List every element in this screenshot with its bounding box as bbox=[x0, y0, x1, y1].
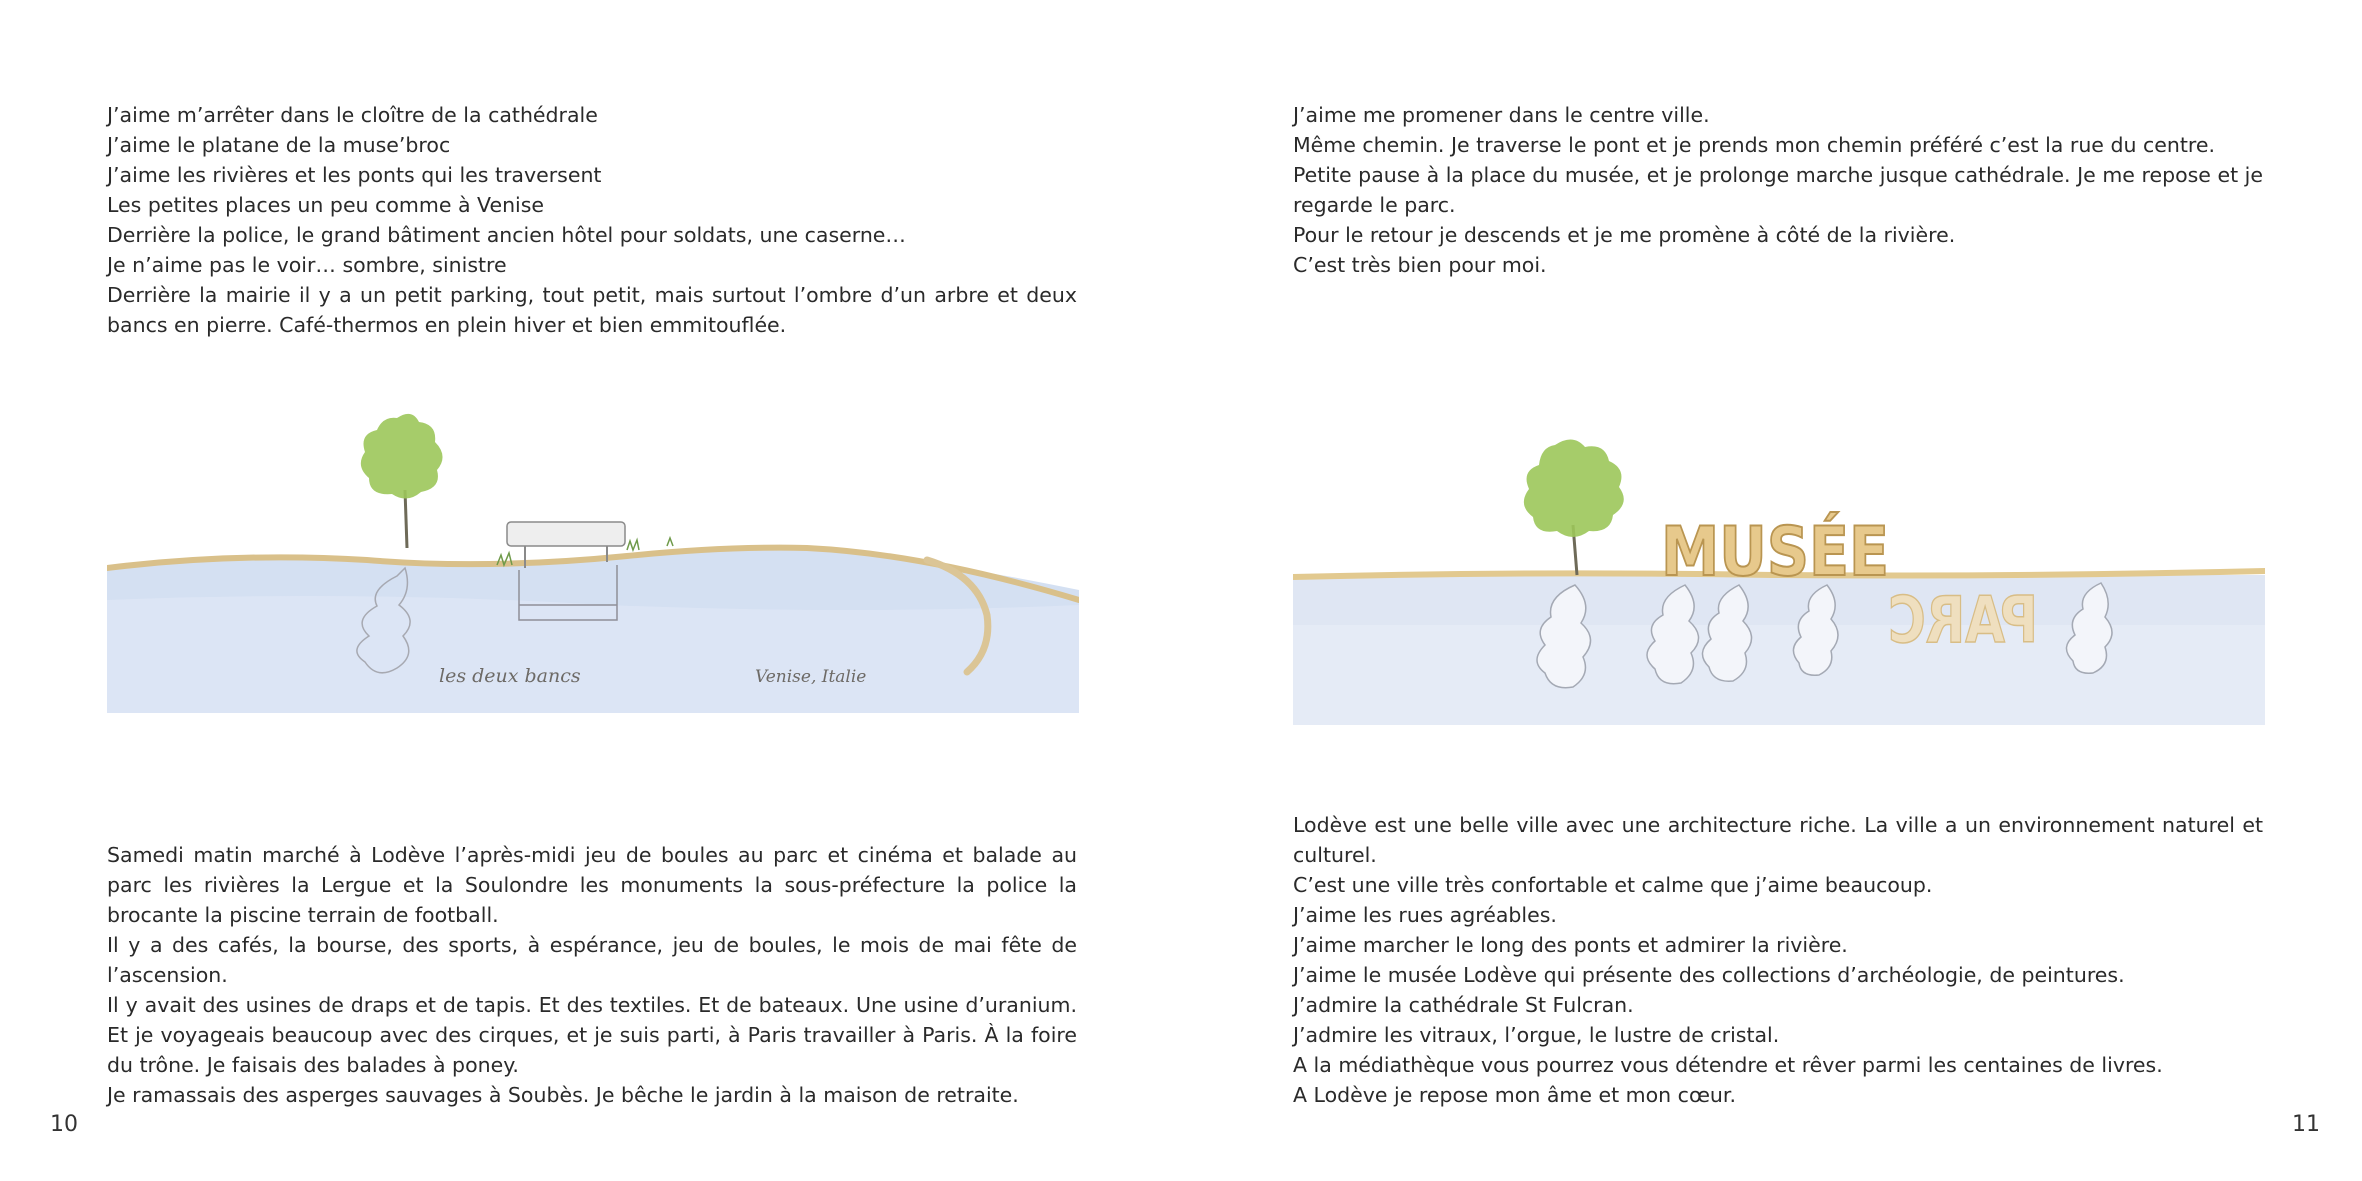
water-light bbox=[107, 596, 1079, 713]
text-line: J’aime le musée Lodève qui présente des collections d’archéologie, de peintures. bbox=[1293, 963, 2125, 987]
page-number-right: 11 bbox=[2292, 1112, 2320, 1137]
text-line: Derrière la mairie il y a un petit parking, tout petit, mais surtout l’ombre d’un arbre et deux bancs en pierre. Café-thermos en plein hiver et bien emmitouflée. bbox=[107, 283, 1077, 337]
text-line: J’aime le platane de la muse’broc bbox=[107, 133, 451, 157]
text-line: C’est une ville très confortable et calme que j’aime beaucoup. bbox=[1293, 873, 1933, 897]
text-line: Je n’aime pas le voir… sombre, sinistre bbox=[107, 253, 507, 277]
tree-trunk bbox=[405, 490, 407, 548]
tree-crown bbox=[361, 414, 443, 499]
text-line: Les petites places un peu comme à Venise bbox=[107, 193, 545, 217]
right-top-paragraph bbox=[1293, 100, 2263, 280]
musee-sign: MUSÉE bbox=[1661, 513, 1926, 592]
text-line: Petite pause à la place du musée, et je prolonge marche jusque cathédrale. Je me repose et je regarde le parc. bbox=[1293, 163, 2263, 217]
caption-benches: les deux bancs bbox=[439, 665, 581, 687]
left-bottom-paragraph bbox=[107, 840, 1077, 1110]
left-top-paragraph bbox=[107, 100, 1077, 340]
page-number-left: 10 bbox=[50, 1112, 78, 1137]
caption-place: Venise, Italie bbox=[755, 667, 867, 687]
right-bottom-paragraph bbox=[1293, 810, 2263, 1110]
text-line: Samedi matin marché à Lodève l’après-midi jeu de boules au parc et cinéma et balade au parc les rivières la Lergue et la Soulondre les monuments la sous-préfecture la police la brocante la piscine terrain de football. bbox=[107, 843, 1077, 927]
text-line: Il y avait des usines de draps et de tapis. Et des textiles. Et de bateaux. Une usine d’uranium. Et je voyageais beaucoup avec des cirques, et je suis parti, à Paris travailler à Paris. À la foire du trône. Je faisais des balades à poney. bbox=[107, 993, 1077, 1077]
water-light bbox=[1293, 625, 2265, 725]
text-line: Je ramassais des asperges sauvages à Soubès. Je bêche le jardin à la maison de retraite. bbox=[107, 1083, 1019, 1107]
text-line: J’admire la cathédrale St Fulcran. bbox=[1293, 993, 1634, 1017]
text-line: J’admire les vitraux, l’orgue, le lustre de cristal. bbox=[1293, 1023, 1780, 1047]
parc-reflection bbox=[1888, 584, 2038, 658]
parc-reflection-text: PARC bbox=[1888, 584, 2038, 658]
tree-crown bbox=[1524, 439, 1624, 537]
text-line: A Lodève je repose mon âme et mon cœur. bbox=[1293, 1083, 1736, 1107]
text-line: Lodève est une belle ville avec une architecture riche. La ville a un environnement naturel et culturel. bbox=[1293, 813, 2263, 867]
text-line: J’aime marcher le long des ponts et admirer la rivière. bbox=[1293, 933, 1848, 957]
illustration-musee-parc bbox=[1293, 425, 2265, 725]
text-line: Même chemin. Je traverse le pont et je prends mon chemin préféré c’est la rue du centre. bbox=[1293, 133, 2215, 157]
text-line: Derrière la police, le grand bâtiment ancien hôtel pour soldats, une caserne… bbox=[107, 223, 906, 247]
bench-seat bbox=[507, 522, 625, 546]
text-line: C’est très bien pour moi. bbox=[1293, 253, 1547, 277]
text-line: J’aime les rivières et les ponts qui les traversent bbox=[107, 163, 602, 187]
text-line: J’aime me promener dans le centre ville. bbox=[1293, 103, 1710, 127]
text-line: A la médiathèque vous pourrez vous détendre et rêver parmi les centaines de livres. bbox=[1293, 1053, 2163, 1077]
text-line: J’aime m’arrêter dans le cloître de la cathédrale bbox=[107, 103, 598, 127]
text-line: Pour le retour je descends et je me promène à côté de la rivière. bbox=[1293, 223, 1956, 247]
watercolor-benches-drawing bbox=[107, 400, 1079, 715]
text-line: J’aime les rues agréables. bbox=[1293, 903, 1557, 927]
illustration-deux-bancs bbox=[107, 400, 1079, 715]
watercolor-musee-drawing bbox=[1293, 425, 2265, 725]
text-line: Il y a des cafés, la bourse, des sports, à espérance, jeu de boules, le mois de mai fête de l’ascension. bbox=[107, 933, 1077, 987]
